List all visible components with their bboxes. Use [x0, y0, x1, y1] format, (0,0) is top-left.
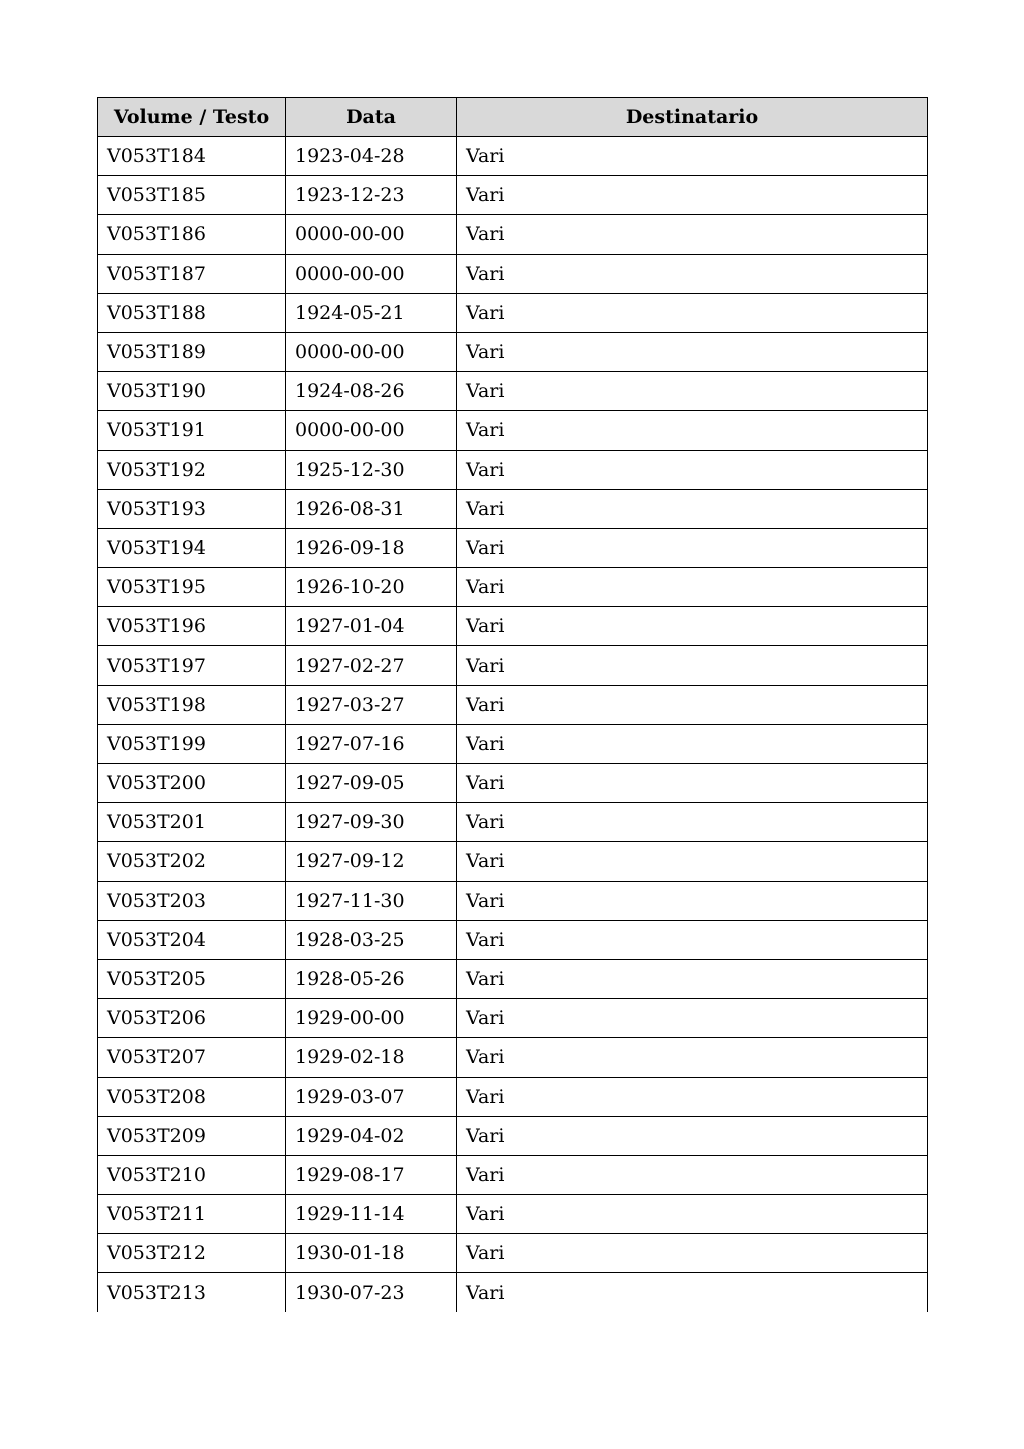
- table-row: [98, 1038, 928, 1077]
- date-cell: 1924-05-21: [286, 293, 457, 332]
- recipient-cell: Vari: [457, 332, 928, 371]
- recipient-cell: Vari: [457, 489, 928, 528]
- date-cell: 0000-00-00: [286, 254, 457, 293]
- table-row: [98, 489, 928, 528]
- volume-cell: V053T213: [98, 1273, 286, 1312]
- recipient-cell: Vari: [457, 1273, 928, 1312]
- volume-cell: V053T212: [98, 1234, 286, 1273]
- recipient-cell: Vari: [457, 724, 928, 763]
- date-cell: 1927-02-27: [286, 646, 457, 685]
- table-row: [98, 685, 928, 724]
- table-row: [98, 176, 928, 215]
- volume-cell: V053T199: [98, 724, 286, 763]
- recipient-cell: Vari: [457, 1077, 928, 1116]
- volume-cell: V053T205: [98, 959, 286, 998]
- table-row: [98, 1195, 928, 1234]
- volume-cell: V053T210: [98, 1155, 286, 1194]
- volume-cell: V053T188: [98, 293, 286, 332]
- table-row: [98, 881, 928, 920]
- recipient-cell: Vari: [457, 999, 928, 1038]
- recipient-cell: Vari: [457, 450, 928, 489]
- recipient-cell: Vari: [457, 842, 928, 881]
- volume-cell: V053T206: [98, 999, 286, 1038]
- table-row: [98, 1077, 928, 1116]
- recipient-cell: Vari: [457, 528, 928, 567]
- volume-cell: V053T190: [98, 372, 286, 411]
- date-cell: 1927-07-16: [286, 724, 457, 763]
- volume-cell: V053T204: [98, 920, 286, 959]
- volume-cell: V053T189: [98, 332, 286, 371]
- volume-cell: V053T198: [98, 685, 286, 724]
- recipient-cell: Vari: [457, 764, 928, 803]
- table-row: [98, 999, 928, 1038]
- volume-cell: V053T194: [98, 528, 286, 567]
- table-body: [98, 137, 928, 1313]
- recipient-cell: Vari: [457, 293, 928, 332]
- date-cell: 1926-08-31: [286, 489, 457, 528]
- table-row: [98, 1234, 928, 1273]
- register-table: [97, 97, 928, 1312]
- date-cell: 1929-04-02: [286, 1116, 457, 1155]
- table-row: [98, 1155, 928, 1194]
- volume-cell: V053T207: [98, 1038, 286, 1077]
- recipient-cell: Vari: [457, 685, 928, 724]
- date-cell: 1930-01-18: [286, 1234, 457, 1273]
- volume-cell: V053T184: [98, 137, 286, 176]
- date-cell: 1930-07-23: [286, 1273, 457, 1312]
- recipient-cell: Vari: [457, 372, 928, 411]
- date-cell: 1929-11-14: [286, 1195, 457, 1234]
- recipient-cell: Vari: [457, 803, 928, 842]
- table-row: [98, 254, 928, 293]
- volume-cell: V053T211: [98, 1195, 286, 1234]
- date-cell: 1923-04-28: [286, 137, 457, 176]
- volume-cell: V053T201: [98, 803, 286, 842]
- table-row: [98, 842, 928, 881]
- table-row: [98, 332, 928, 371]
- recipient-cell: Vari: [457, 215, 928, 254]
- date-cell: 1927-03-27: [286, 685, 457, 724]
- volume-cell: V053T196: [98, 607, 286, 646]
- table-row: [98, 1273, 928, 1312]
- recipient-cell: Vari: [457, 411, 928, 450]
- table-row: [98, 959, 928, 998]
- volume-cell: V053T193: [98, 489, 286, 528]
- date-cell: 1927-01-04: [286, 607, 457, 646]
- volume-cell: V053T208: [98, 1077, 286, 1116]
- header-destinatario: Destinatario: [457, 98, 928, 137]
- table-header: [98, 98, 928, 137]
- date-cell: 1928-03-25: [286, 920, 457, 959]
- table-row: [98, 646, 928, 685]
- date-cell: 1924-08-26: [286, 372, 457, 411]
- recipient-cell: Vari: [457, 1155, 928, 1194]
- table-row: [98, 724, 928, 763]
- date-cell: 1929-03-07: [286, 1077, 457, 1116]
- recipient-cell: Vari: [457, 176, 928, 215]
- volume-cell: V053T185: [98, 176, 286, 215]
- table-row: [98, 803, 928, 842]
- date-cell: 1929-02-18: [286, 1038, 457, 1077]
- volume-cell: V053T195: [98, 568, 286, 607]
- table-row: [98, 1116, 928, 1155]
- table-row: [98, 411, 928, 450]
- date-cell: 1925-12-30: [286, 450, 457, 489]
- date-cell: 1928-05-26: [286, 959, 457, 998]
- table-row: [98, 215, 928, 254]
- header-volume-testo: Volume / Testo: [98, 98, 286, 137]
- table-row: [98, 528, 928, 567]
- recipient-cell: Vari: [457, 1116, 928, 1155]
- recipient-cell: Vari: [457, 959, 928, 998]
- recipient-cell: Vari: [457, 1234, 928, 1273]
- table-row: [98, 920, 928, 959]
- volume-cell: V053T209: [98, 1116, 286, 1155]
- recipient-cell: Vari: [457, 607, 928, 646]
- volume-cell: V053T192: [98, 450, 286, 489]
- recipient-cell: Vari: [457, 254, 928, 293]
- date-cell: 0000-00-00: [286, 411, 457, 450]
- table-row: [98, 764, 928, 803]
- date-cell: 1927-11-30: [286, 881, 457, 920]
- volume-cell: V053T203: [98, 881, 286, 920]
- header-data: Data: [286, 98, 457, 137]
- recipient-cell: Vari: [457, 1195, 928, 1234]
- header-row: [98, 98, 928, 137]
- volume-cell: V053T191: [98, 411, 286, 450]
- volume-cell: V053T186: [98, 215, 286, 254]
- recipient-cell: Vari: [457, 137, 928, 176]
- table-row: [98, 568, 928, 607]
- table-row: [98, 450, 928, 489]
- recipient-cell: Vari: [457, 1038, 928, 1077]
- date-cell: 1926-10-20: [286, 568, 457, 607]
- table-row: [98, 293, 928, 332]
- recipient-cell: Vari: [457, 646, 928, 685]
- date-cell: 0000-00-00: [286, 332, 457, 371]
- date-cell: 1927-09-30: [286, 803, 457, 842]
- date-cell: 1926-09-18: [286, 528, 457, 567]
- table-row: [98, 372, 928, 411]
- date-cell: 1923-12-23: [286, 176, 457, 215]
- date-cell: 0000-00-00: [286, 215, 457, 254]
- date-cell: 1929-08-17: [286, 1155, 457, 1194]
- volume-cell: V053T200: [98, 764, 286, 803]
- recipient-cell: Vari: [457, 568, 928, 607]
- date-cell: 1927-09-12: [286, 842, 457, 881]
- recipient-cell: Vari: [457, 881, 928, 920]
- table-row: [98, 137, 928, 176]
- table-row: [98, 607, 928, 646]
- volume-cell: V053T202: [98, 842, 286, 881]
- recipient-cell: Vari: [457, 920, 928, 959]
- date-cell: 1927-09-05: [286, 764, 457, 803]
- date-cell: 1929-00-00: [286, 999, 457, 1038]
- volume-cell: V053T187: [98, 254, 286, 293]
- volume-cell: V053T197: [98, 646, 286, 685]
